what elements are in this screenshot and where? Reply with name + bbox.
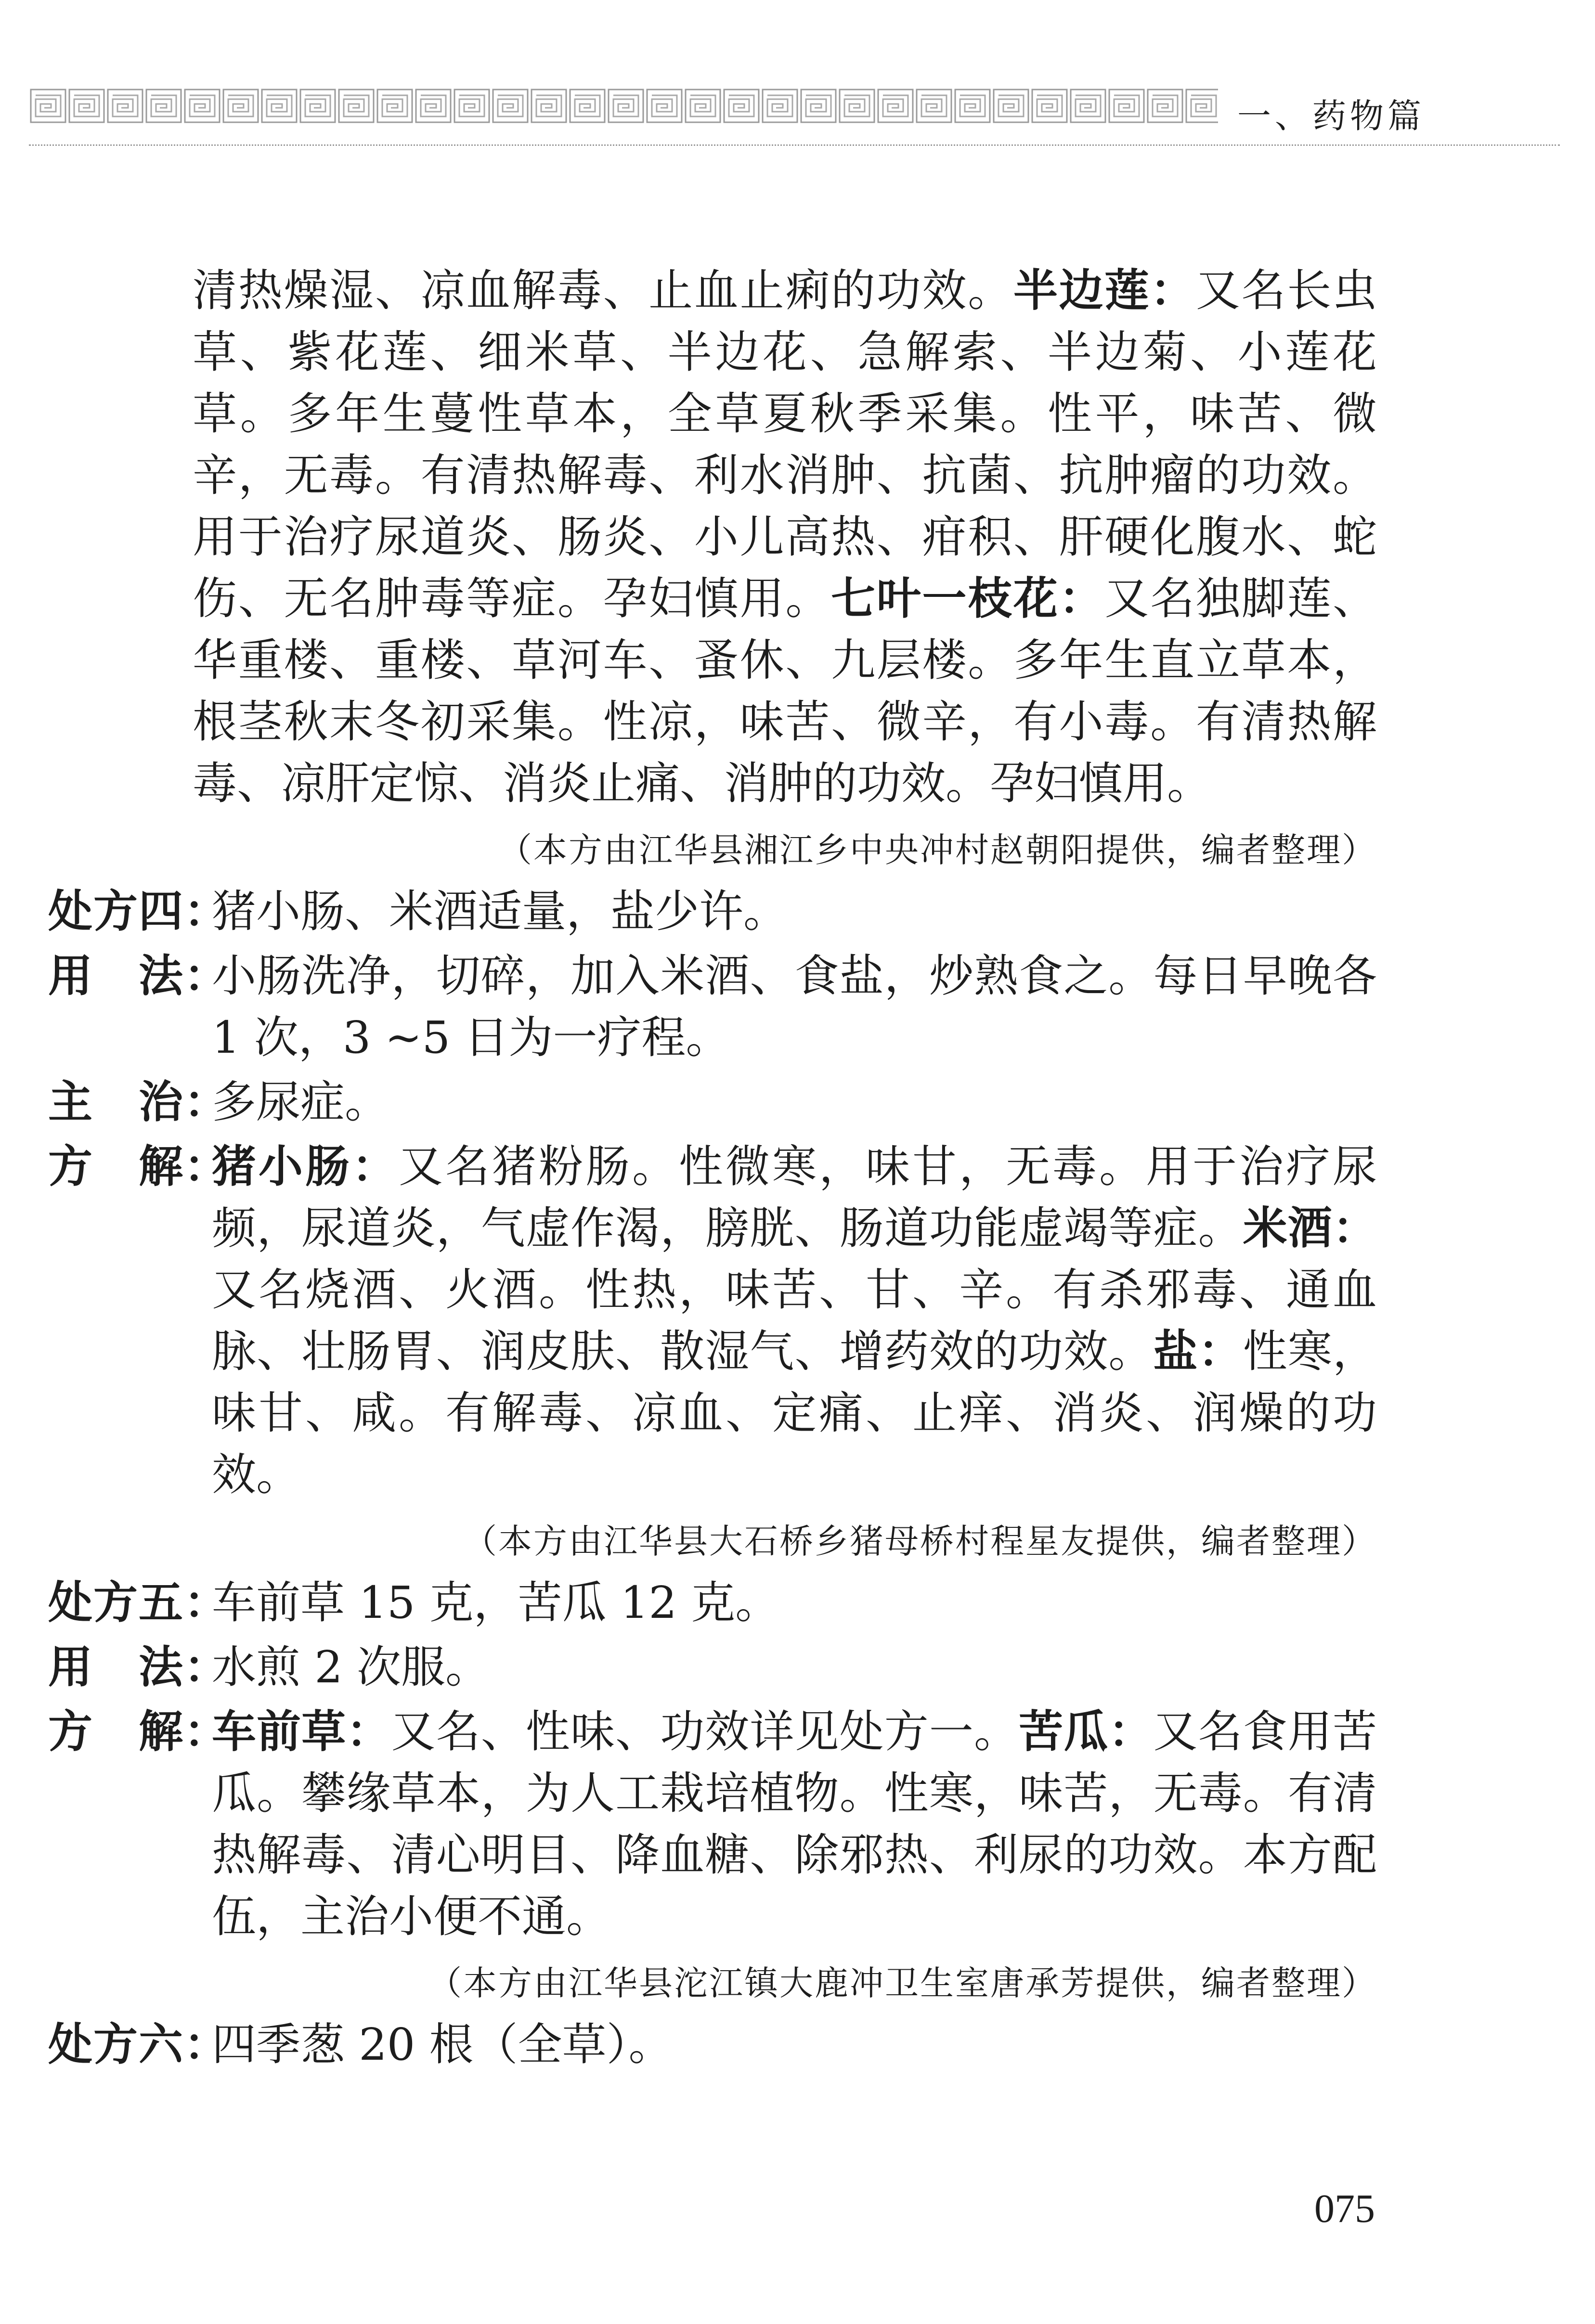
rx-value: 猪小肠、米酒适量，盐少许。 xyxy=(212,886,788,937)
page-content xyxy=(48,260,1377,2079)
rx-value: 四季葱 20 根（全草）。 xyxy=(212,2019,673,2070)
rx-value: 车前草 15 克，苦瓜 12 克。 xyxy=(212,1577,780,1628)
indication-text: 多尿症。 xyxy=(212,1076,389,1128)
herb-name: 米酒： xyxy=(1243,1202,1377,1254)
usage-text: 水煎 2 次服。 xyxy=(212,1641,490,1693)
prescription-5 xyxy=(48,1572,1377,1634)
explanation-label: 方 解： xyxy=(48,1706,230,1757)
usage-label: 用 法： xyxy=(48,950,230,1002)
prescription-6 xyxy=(48,2014,1377,2076)
rx-label: 处方四： xyxy=(48,886,230,937)
para-text: 又名、性味、功效详见处方一。 xyxy=(391,1706,1019,1757)
page-number: 075 xyxy=(1314,2186,1375,2231)
header-ornament xyxy=(29,87,1218,125)
indication-row xyxy=(48,1072,1377,1133)
para-text: 又名食用苦瓜。攀缘草本，为人工栽培植物。性寒，味苦，无毒。有清热解毒、清心明目、降血糖、除邪热、利尿的功效。本方配伍，主治小便不通。 xyxy=(212,1706,1377,1942)
explanation-row xyxy=(48,1136,1377,1506)
para-text: 又名烧酒、火酒。性热，味苦、甘、辛。有杀邪毒、通血脉、壮肠胃、润皮肤、散湿气、增药效的功效。 xyxy=(212,1264,1377,1377)
herb-name: 盐： xyxy=(1153,1326,1243,1377)
herb-name: 苦瓜： xyxy=(1019,1706,1154,1757)
usage-row xyxy=(48,945,1377,1069)
explanation-row xyxy=(48,1701,1377,1948)
explanation-text xyxy=(212,1136,1377,1506)
header-divider xyxy=(29,144,1560,146)
rx-label: 处方六： xyxy=(48,2019,230,2070)
usage-text: 小肠洗净，切碎，加入米酒、食盐，炒熟食之。每日早晚各 1 次，3 ~5 日为一疗程。 xyxy=(212,950,1377,1063)
explanation-label: 方 解： xyxy=(48,1141,230,1192)
para-text: 又名独脚莲、华重楼、重楼、草河车、蚤休、九层楼。多年生直立草本，根茎秋末冬初采集。性凉，味苦、微辛，有小毒。有清热解毒、凉肝定惊、消炎止痛、消肿的功效。孕妇慎用。 xyxy=(193,573,1377,809)
herb-name: 半边莲： xyxy=(1013,265,1196,316)
section-title: 一、药物篇 xyxy=(1237,96,1425,136)
para-text: 清热燥湿、凉血解毒、止血止痢的功效。 xyxy=(193,265,1013,316)
credit-line: （本方由江华县沱江镇大鹿冲卫生室唐承芳提供，编者整理） xyxy=(428,1963,1377,2003)
explanation-text xyxy=(212,1701,1377,1948)
herb-name: 车前草： xyxy=(212,1706,391,1757)
herb-name: 猪小肠： xyxy=(212,1141,399,1192)
credit-line: （本方由江华县湘江乡中央冲村赵朝阳提供，编者整理） xyxy=(498,830,1377,870)
usage-label: 用 法： xyxy=(48,1641,230,1693)
credit-line: （本方由江华县大石桥乡猪母桥村程星友提供，编者整理） xyxy=(463,1522,1377,1561)
paragraph-continuation xyxy=(193,260,1377,814)
ornament-pattern-icon xyxy=(29,87,1218,125)
rx-label: 处方五： xyxy=(48,1577,230,1628)
indication-label: 主 治： xyxy=(48,1076,230,1128)
usage-row xyxy=(48,1637,1377,1698)
para-text: 性寒，味甘、咸。有解毒、凉血、定痛、止痒、消炎、润燥的功效。 xyxy=(212,1326,1377,1500)
para-text: 又名长虫草、紫花莲、细米草、半边花、急解索、半边菊、小莲花草。多年生蔓性草本，全草夏秋季采集。性平，味苦、微辛，无毒。有清热解毒、利水消肿、抗菌、抗肿瘤的功效。用于治疗尿道炎、肠炎、小儿高热、疳积、肝硬化腹水、蛇伤、无名肿毒等症。孕妇慎用。 xyxy=(193,265,1377,624)
para-text: 又名猪粉肠。性微寒，味甘，无毒。用于治疗尿频，尿道炎，气虚作渴，膀胱、肠道功能虚竭等症。 xyxy=(212,1141,1377,1254)
prescription-4 xyxy=(48,881,1377,943)
herb-name: 七叶一枝花： xyxy=(831,573,1105,624)
